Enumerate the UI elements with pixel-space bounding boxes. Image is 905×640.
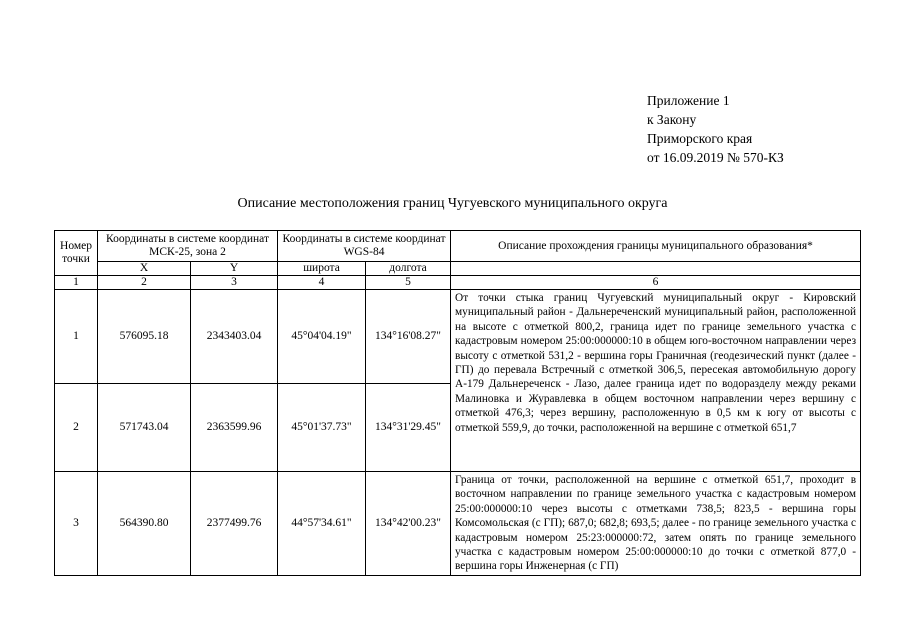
table-subheader-row (55, 262, 861, 276)
table-header-row (55, 231, 861, 262)
point-number: 3 (55, 472, 98, 576)
coord-lon: 134°16'08.27" (366, 290, 451, 384)
boundary-description: Граница от точки, расположенной на вершине с отметкой 651,7, проходит в восточном направлении по границе земельного участка с кадастровым номером 25:00:000000:10 через высоты с отметками 738,5; 823,5 - вершина горы Комсомольская (с ГП); 687,0; 682,8; 693,5; далее - по границе земельного участка с кадастровым номером 25:23:000000:72, затем опять по границе земельного участка с кадастровым номером 25:00:000000:10 до точки с отметкой 877,0 - вершина горы Инженерная (с ГП) (451, 472, 861, 576)
coord-lat: 45°01'37.73" (278, 384, 366, 472)
appendix-line-4: от 16.09.2019 № 570-КЗ (647, 150, 784, 165)
column-number: 3 (191, 276, 278, 290)
header-empty (451, 262, 861, 276)
boundary-description: От точки стыка границ Чугуевский муниципальный округ - Кировский муниципальный район - Дальнереченский муниципальный район, расположенной на высоте с отметкой 800,2, граница идет по границе земельного участка с кадастровым номером 25:00:000000:10 в общем юго-восточном направлении через высоту с отметкой 531,2 - вершина горы Граничная (геодезический пункт (далее - ГП) до перевала Встречный с отметкой 306,5, пересекая автомобильную дорогу А-179 Дальнереченск - Лазо, далее граница идет по водоразделу между реками Малиновка и Журавлевка в общем восточном направлении через вершину с отметкой 476,3; через вершину, расположенную в 0,5 км к югу от высоты с отметкой 559,9, до точки, расположенной на вершине с отметкой 651,7 (451, 290, 861, 472)
column-number: 2 (98, 276, 191, 290)
coord-y: 2343403.04 (191, 290, 278, 384)
header-description: Описание прохождения границы муниципального образования* (451, 231, 861, 262)
document-title: Описание местоположения границ Чугуевского муниципального округа (237, 196, 668, 211)
header-y: Y (191, 262, 278, 276)
point-number: 2 (55, 384, 98, 472)
header-wgs-coords: Координаты в системе координат WGS-84 (278, 231, 451, 262)
boundary-table (54, 230, 861, 576)
coord-x: 576095.18 (98, 290, 191, 384)
coord-lon: 134°42'00.23" (366, 472, 451, 576)
coord-lat: 44°57'34.61" (278, 472, 366, 576)
coord-y: 2363599.96 (191, 384, 278, 472)
column-number: 1 (55, 276, 98, 290)
column-number: 6 (451, 276, 861, 290)
table-row (55, 290, 861, 384)
coord-lon: 134°31'29.45" (366, 384, 451, 472)
column-number-row (55, 276, 861, 290)
coord-lat: 45°04'04.19" (278, 290, 366, 384)
header-point-number: Номер точки (55, 231, 98, 276)
appendix-line-2: к Закону (647, 112, 697, 127)
header-lat: широта (278, 262, 366, 276)
header-x: X (98, 262, 191, 276)
coord-x: 564390.80 (98, 472, 191, 576)
table-row (55, 472, 861, 576)
column-number: 4 (278, 276, 366, 290)
appendix-line-1: Приложение 1 (647, 93, 730, 108)
column-number: 5 (366, 276, 451, 290)
appendix-block (647, 91, 784, 167)
point-number: 1 (55, 290, 98, 384)
coord-x: 571743.04 (98, 384, 191, 472)
appendix-line-3: Приморского края (647, 131, 753, 146)
header-lon: долгота (366, 262, 451, 276)
header-msk-coords: Координаты в системе координат МСК-25, зона 2 (98, 231, 278, 262)
coord-y: 2377499.76 (191, 472, 278, 576)
